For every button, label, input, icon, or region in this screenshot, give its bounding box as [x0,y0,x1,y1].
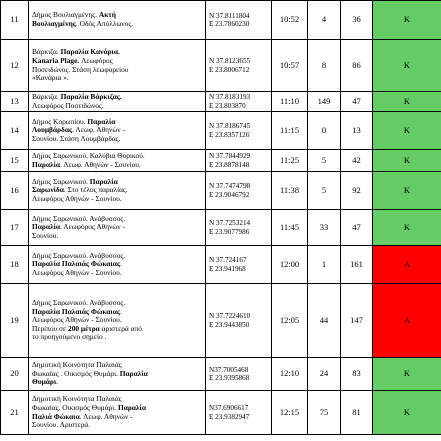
latitude: N 37.7844929 [209,152,251,161]
longitude: E 23.9046792 [209,190,250,199]
location-description [29,92,206,112]
location-description [29,210,206,246]
row-number: 12 [1,40,29,92]
time: 11:10 [272,92,308,112]
location-text: Λεωφόρος Αθηνών - Σουνίου. [32,193,122,203]
location-text: Σουνίου. [32,230,59,240]
status-badge: K [373,358,441,391]
location-text: το προηγούμενο σημείο . [32,332,107,342]
location-text: Δήμος Σαρωνικού. Ανάβυσσος. [32,298,126,308]
longitude: E 23.9077986 [209,227,250,236]
row-number: 20 [1,358,29,391]
value-2: 161 [341,246,373,284]
location-text: Βουλιαγμένης [32,19,76,28]
time: 11:45 [272,210,308,246]
value-2: 86 [341,40,373,92]
table-row [1,284,441,358]
value-2: 92 [341,172,373,210]
location-text: Δήμος Κορωπίου. [32,116,88,126]
time: 10:57 [272,40,308,92]
location-text: . [119,259,122,269]
table-row [1,112,441,150]
location-text: Δήμος Σαρωνικού. [32,176,90,186]
value-1: 0 [308,112,341,150]
table-row [1,40,441,92]
time: 11:25 [272,150,308,172]
time: 11:38 [272,172,308,210]
table-row [1,358,441,391]
location-text: Kanaria Plage. [32,55,80,65]
location-text: . Λεωφ. Αθηνών - Σουνίου. [60,159,141,169]
location-description [29,112,206,150]
time: 10:52 [272,1,308,40]
longitude: E 23.8878148 [209,160,250,169]
location-description [29,172,206,210]
coordinates [206,40,272,92]
row-number: 16 [1,172,29,210]
status-badge: K [373,40,441,92]
location-text: Παραλία Κανάρια. [60,47,120,57]
location-text: Παραλία [87,116,116,126]
location-text: Περίπου σε [32,323,68,333]
table-row [1,391,441,435]
longitude: E 23.7860230 [209,20,250,28]
location-text: Παραλία [89,176,118,186]
value-1: 5 [308,150,341,172]
value-1: 1 [308,246,341,284]
status-badge: K [373,391,441,435]
location-description [29,1,206,40]
status-badge: K [373,172,441,210]
status-badge: A [373,284,441,358]
location-line [32,378,203,387]
location-text: . [119,306,122,316]
location-text: . Οδός Απόλλωνος. [75,19,134,28]
location-text: 200 μέτρα [68,323,100,333]
row-number: 15 [1,150,29,172]
coordinates [206,112,272,150]
location-description [29,246,206,284]
row-number: 19 [1,284,29,358]
location-text: Δημοτική Κοινότητα Παλαιάς [32,360,122,370]
row-number: 14 [1,112,29,150]
table-row [1,92,441,112]
status-badge: K [373,150,441,172]
location-description [29,40,206,92]
coordinates [206,358,272,391]
longitude: E 23.941968 [209,264,246,273]
value-2: 147 [341,284,373,358]
coordinates [206,1,272,40]
time: 12:15 [272,391,308,435]
location-text: Δήμος Σαρωνικού. Ανάβυσσος. [32,250,126,260]
location-text: Θυμάρι [32,377,57,387]
longitude: E 23.9443850 [209,320,250,329]
location-line [32,74,203,83]
coordinates [206,210,272,246]
latitude: N 37.8183193 [209,93,251,102]
location-line [32,161,203,170]
location-line [32,102,203,111]
latitude: N 37.7474798 [209,182,251,191]
row-number: 21 [1,391,29,435]
location-text: . Λεωφόρος Αθηνών - [60,222,125,232]
coordinates [206,246,272,284]
location-text: . [56,377,59,387]
status-badge: K [373,210,441,246]
location-text: Σουνίου. Στάση Λουμβάρδας. [32,133,121,143]
location-text: Παλιά Φώκαια [32,411,80,421]
time: 12:10 [272,358,308,391]
location-text: Λουμβάρδας [32,125,73,135]
longitude: E 23.803870 [209,101,246,110]
location-text: Παραλία Βάρκιζας. [60,91,122,101]
row-number: 18 [1,246,29,284]
location-text: Φωκαίας. Οικισμός Θυμάρι. [32,402,118,412]
row-number: 13 [1,92,29,112]
coordinates [206,391,272,435]
value-1: 8 [308,40,341,92]
location-text: . Στο τέλος παραλίας. [63,185,128,195]
coordinates [206,92,272,112]
value-2: 47 [341,92,373,112]
time: 12:00 [272,246,308,284]
location-text: Δήμος Σαρωνικού. Καλύβια Θορικού. [32,150,145,160]
latitude: N 37.7224610 [209,312,251,321]
table-row [1,210,441,246]
location-text: Βάρκιζα. [32,91,61,101]
table-row [1,150,441,172]
latitude: N 37.724167 [209,256,247,265]
location-text: Λεωφόρος Αθηνών - Σουνίου. [32,267,122,277]
location-line [32,269,203,278]
time: 12:05 [272,284,308,358]
location-text: Σαρωνίδα [32,185,64,195]
location-description [29,358,206,391]
location-text: Βάρκιζα. [32,47,61,57]
location-text: «Κανάρια ». [32,73,69,83]
location-line [32,333,203,342]
location-text: Λεωφόρος [79,55,113,65]
value-1: 75 [308,391,341,435]
location-line [32,195,203,204]
location-text: Παραλία [32,159,60,169]
latitude: N 37.8123655 [209,57,251,66]
location-text: Δήμος Βουλιαγμένης. [32,10,99,20]
location-text: Παραλία Παλαιάς Φώκαιας [32,306,120,316]
location-text: Παραλία [32,222,60,232]
table-row [1,1,441,40]
value-1: 33 [308,210,341,246]
value-2: 42 [341,150,373,172]
latitude: N 37.8186745 [209,122,251,131]
latitude: N 37.7253214 [209,219,251,228]
location-description [29,284,206,358]
longitude: E 23.8357126 [209,130,250,139]
row-number: 17 [1,210,29,246]
row-number: 11 [1,1,29,40]
table-row [1,246,441,284]
longitude: E 23.8006712 [209,65,250,74]
value-1: 149 [308,92,341,112]
latitude: N 37.8111804 [209,11,250,20]
status-badge: K [373,92,441,112]
coordinates [206,284,272,358]
coordinates [206,150,272,172]
value-2: 47 [341,210,373,246]
value-2: 83 [341,358,373,391]
location-text: Παραλία [119,368,148,378]
location-text: Λεωφόρος Αθηνών - Σουνίου. [32,315,122,325]
location-text: Παραλία [117,402,146,412]
location-line [32,20,203,29]
status-badge: K [373,1,441,40]
location-line [32,135,203,144]
location-text: Δημοτική Κοινότητα Παλαιάς [32,394,122,404]
time: 11:15 [272,112,308,150]
coordinates [206,172,272,210]
location-text: Φωκαίας . Οικισμός Θυμάρι. [32,368,120,378]
location-text: Δήμος Σαρωνικού. Ανάβυσσος. [32,213,126,223]
value-2: 13 [341,112,373,150]
location-text: Παραλία Παλαιάς Φώκαιας [32,259,120,269]
longitude: E 23.9382947 [209,412,250,421]
location-description [29,391,206,435]
location-text: Λεωφόρος Ποσειδώνος. [32,100,104,110]
location-line [32,421,203,430]
value-1: 4 [308,1,341,40]
location-line [32,232,203,241]
value-1: 44 [308,284,341,358]
location-text: . Λεωφ. Αθηνών - [79,411,133,421]
status-badge: A [373,246,441,284]
location-text: . Λεωφ. Αθηνών - [72,125,125,135]
value-2: 36 [341,1,373,40]
location-text: Σουνίου. Αριστερά. [32,420,91,430]
latitude: N37.7005468 [209,365,249,374]
value-2: 81 [341,391,373,435]
location-description [29,150,206,172]
table-row [1,172,441,210]
location-text: Ποσειδώνος. Στάση λεωφορείου [32,64,129,74]
location-text: Ακτή [98,10,116,20]
latitude: N37.6906617 [209,404,249,413]
table-body [1,1,441,435]
value-1: 24 [308,358,341,391]
value-1: 5 [308,172,341,210]
longitude: E 23.9395868 [209,374,250,382]
status-badge: K [373,112,441,150]
location-text: αριστερά από [99,323,142,333]
